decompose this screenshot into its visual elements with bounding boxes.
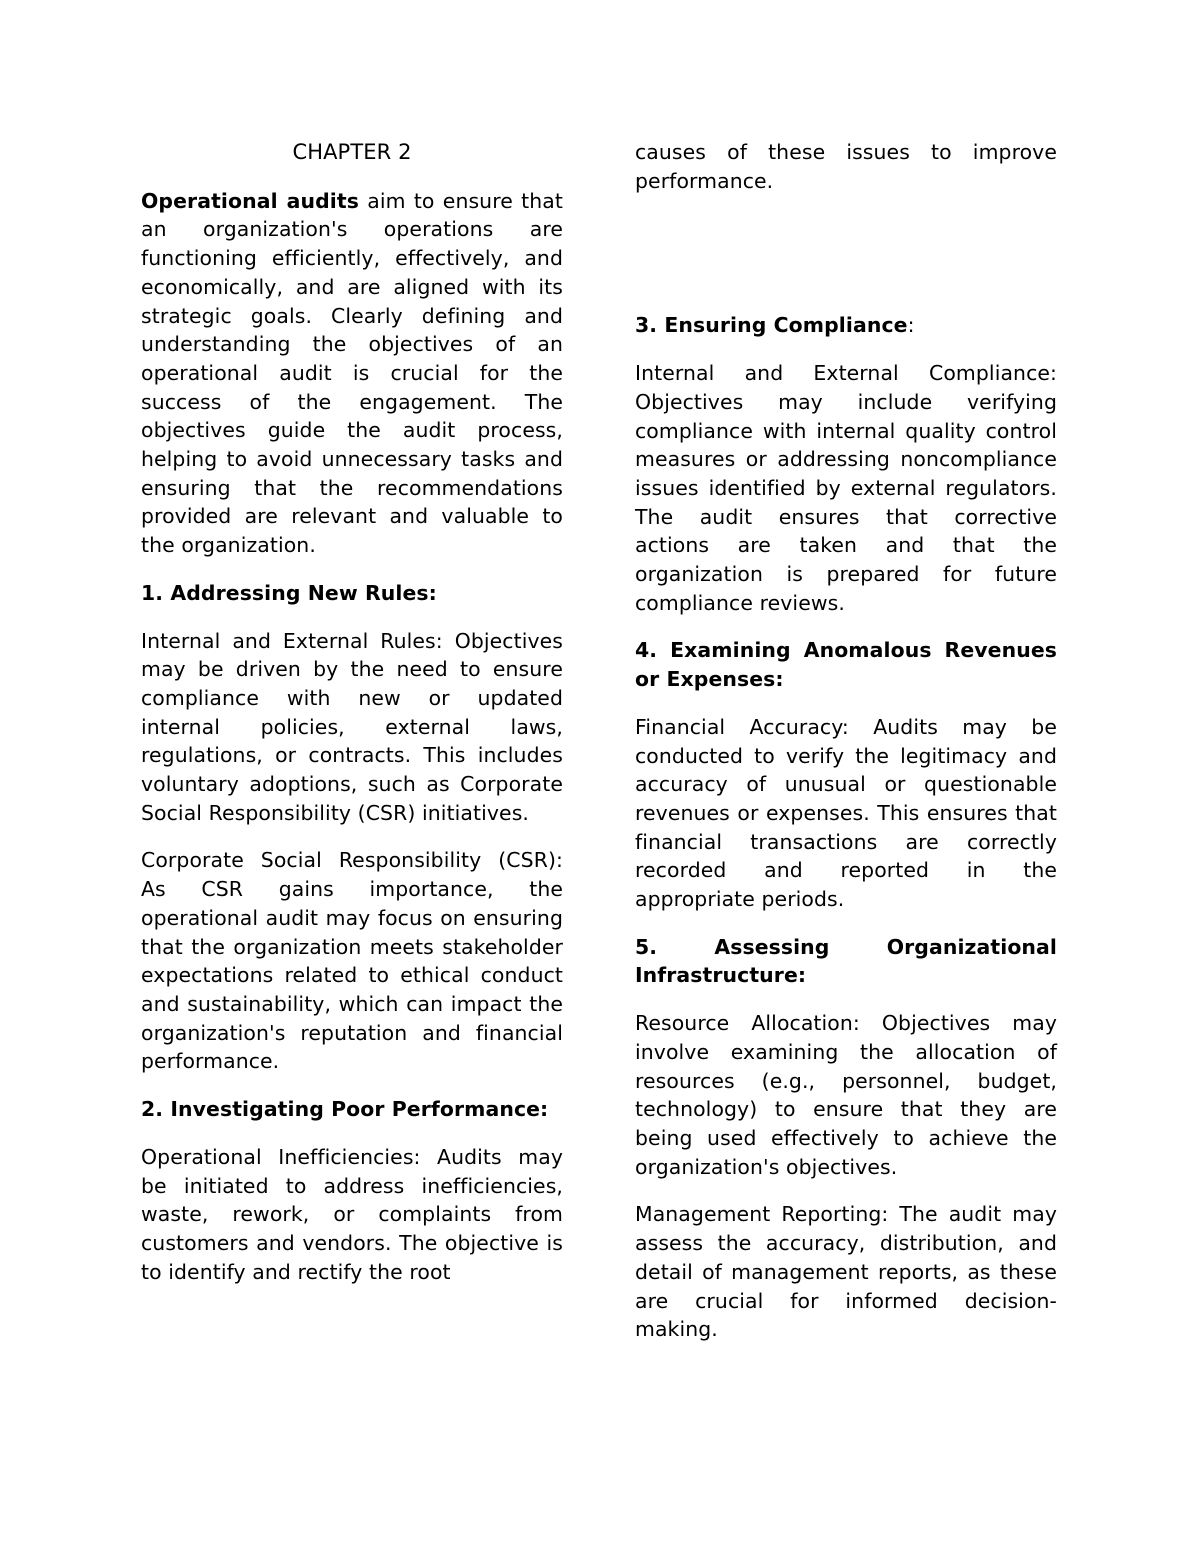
section-5-paragraph-1: Resource Allocation: Objectives may involve examining the allocation of resources (e.g., personnel, budget, technology) to ensure that they are being used effectively to achieve the organization's objectives.	[635, 1011, 1057, 1179]
section-1-heading: 1. Addressing New Rules:	[141, 580, 437, 605]
section-2-paragraph-1-part-2: causes of these issues to improve performance.	[635, 140, 1057, 193]
section-2-heading: 2. Investigating Poor Performance:	[141, 1097, 549, 1122]
section-2-paragraph-1-part-1: Operational Inefficiencies: Audits may be initiated to address inefficiencies, waste, rework, or complaints from customers and vendors. The objective is to identify and rectify the root	[141, 1144, 563, 1284]
section-5-paragraph-2: Management Reporting: The audit may assess the accuracy, distribution, and detail of management reports, as these are crucial for informed decision-making.	[635, 1202, 1057, 1342]
section-3-heading-colon: :	[907, 313, 915, 338]
right-column	[635, 138, 1057, 1363]
section-5-heading: 5. Assessing Organizational Infrastructure:	[635, 934, 1057, 988]
section-4-paragraph-1: Financial Accuracy: Audits may be conducted to verify the legitimacy and accuracy of unusual or questionable revenues or expenses. This ensures that financial transactions are correctly recorded and reported in the appropriate periods.	[635, 714, 1057, 912]
section-4-heading: 4. Examining Anomalous Revenues or Expenses:	[635, 638, 1057, 692]
intro-text: aim to ensure that an organization's operations are functioning efficiently, effectively, and economically, and are aligned with its strategic goals. Clearly defining and understanding the objectives of an operational audit is crucial for the success of the engagement. The objectives guide the audit process, helping to avoid unnecessary tasks and ensuring that the recommendations provided are relevant and valuable to the organization.	[141, 188, 563, 558]
intro-paragraph	[141, 187, 563, 560]
left-column	[141, 138, 563, 1305]
section-3-heading-text: 3. Ensuring Compliance	[635, 313, 908, 338]
section-1-paragraph-2: Corporate Social Responsibility (CSR): As CSR gains importance, the operational audit may focus on ensuring that the organization meets stakeholder expectations related to ethical conduct and sustainability, which can impact the organization's reputation and financial performance.	[141, 848, 563, 1074]
section-3-heading	[635, 311, 1057, 340]
column-spacer	[635, 214, 1057, 311]
intro-lead: Operational audits	[141, 188, 359, 213]
chapter-title: CHAPTER 2	[292, 140, 412, 164]
section-3-paragraph-1: Internal and External Compliance: Objectives may include verifying compliance with internal quality control measures or addressing noncompliance issues identified by external regulators. The audit ensures that corrective actions are taken and that the organization is prepared for future compliance reviews.	[635, 361, 1057, 615]
section-1-paragraph-1: Internal and External Rules: Objectives may be driven by the need to ensure compliance with new or updated internal policies, external laws, regulations, or contracts. This includes voluntary adoptions, such as Corporate Social Responsibility (CSR) initiatives.	[141, 628, 563, 825]
